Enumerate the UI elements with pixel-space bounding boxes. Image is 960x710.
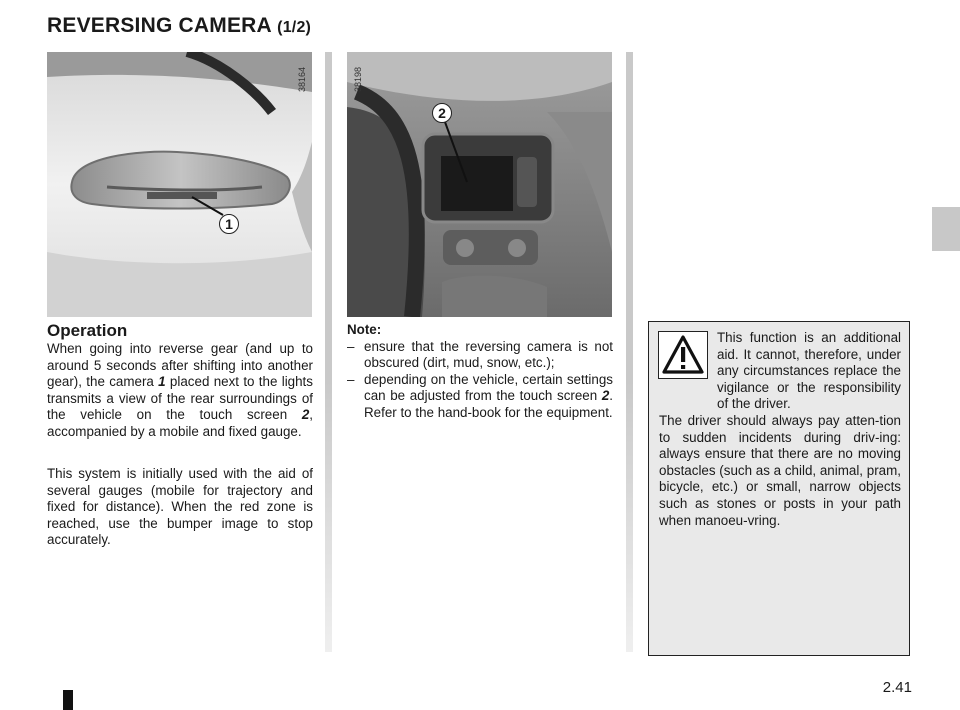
- text-run: , accompanied by a mobile and fixed gauge.: [47, 407, 313, 439]
- section-heading-operation: Operation: [47, 321, 128, 340]
- callout-1: 1: [219, 214, 239, 234]
- note-bullet: [347, 339, 613, 372]
- column-divider-left: [325, 52, 332, 652]
- text-run: placed next to the lights transmits a view of the rear surroundings of the vehicle on the touch screen: [47, 374, 313, 423]
- bullet-text: [364, 339, 613, 372]
- corner-mark: [63, 690, 73, 710]
- section-thumb-tab: [932, 207, 960, 251]
- page-number: 2.41: [882, 679, 912, 696]
- figure-ref-code: 38198: [353, 66, 363, 92]
- ref-number: 1: [158, 374, 166, 390]
- text-run: ensure that the reversing camera is not obscured (dirt, mud, snow, etc.);: [364, 338, 613, 371]
- tailgate-illustration: [47, 52, 312, 317]
- dashboard-touchscreen-photo: [347, 52, 612, 317]
- note-block: [347, 322, 613, 422]
- warning-box: [648, 321, 910, 656]
- tailgate-camera-photo: [47, 52, 312, 317]
- title-part-indicator: (1/2): [277, 19, 312, 36]
- operation-paragraph-2: This system is initially used with the aid of several gauges (mobile for trajectory and fixed for distance). When the red zone is reached, use the bumper image to stop accurately.: [47, 466, 313, 548]
- dashboard-illustration: [347, 52, 612, 317]
- operation-paragraph-1: [47, 341, 313, 441]
- bullet-text: [364, 372, 613, 422]
- text-run: depending on the vehicle, certain settings can be adjusted from the touch screen: [364, 371, 613, 404]
- warning-paragraph-1: This function is an additional aid. It cannot, therefore, under any circumstances replace the vigilance or the responsibility of the driver.: [717, 330, 901, 412]
- warning-text: [659, 330, 901, 529]
- warning-paragraph-2: The driver should always pay atten-tion to sudden incidents during driv-ing: always ensure that there are no moving obstacles (such as a child, animal, pram, bicycle, etc.) or small, narrow objects such as stones or posts in your path when manoeu-vring.: [659, 412, 901, 528]
- note-label: Note:: [347, 322, 382, 337]
- note-bullet: [347, 372, 613, 422]
- ref-number: 2: [301, 407, 310, 423]
- text-run: When going into reverse gear (and up to around 5 seconds after shifting into another gear), the camera: [47, 341, 313, 390]
- title-text: REVERSING CAMERA: [47, 14, 272, 37]
- callout-2: 2: [432, 103, 452, 123]
- bullet-dash: –: [347, 338, 355, 354]
- text-run: . Refer to the hand-book for the equipment.: [364, 388, 613, 420]
- column-divider-right: [626, 52, 633, 652]
- ref-number: 2: [601, 388, 610, 404]
- bullet-dash: –: [347, 371, 355, 387]
- figure-ref-code: 38164: [297, 66, 307, 92]
- page-title: [47, 14, 311, 38]
